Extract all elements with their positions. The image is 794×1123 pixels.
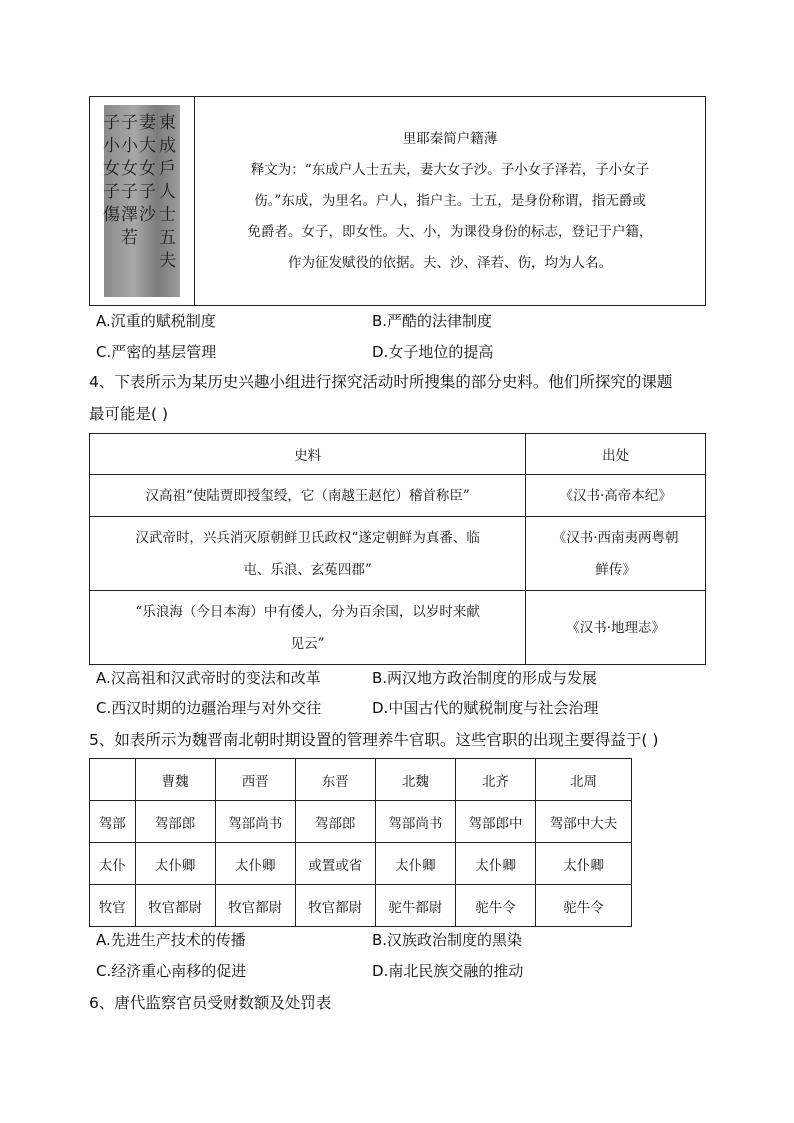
q5-header-dongjin: 东晋 [295,759,375,801]
q5-option-d[interactable]: D.南北民族交融的推动 [372,962,524,980]
q5-cell: 驾部尚书 [215,801,295,843]
q5-cell: 太仆卿 [375,843,455,885]
q5-cell: 太仆卿 [135,843,215,885]
strip-col-3: 子小女子澤若 [117,113,137,251]
strip-line-3: 免爵者。女子，即女性。大、小，为课役身份的标志，登记于户籍， [247,223,653,240]
q4-header-source: 史料 [90,434,526,475]
q3-option-b[interactable]: B.严酷的法律制度 [372,312,493,330]
q5-cell: 驾部 [90,801,136,843]
q4-row-2-source [526,517,706,591]
q3-option-c[interactable]: C.严密的基层管理 [96,343,217,361]
q5-cell: 或置或省 [295,843,375,885]
q4-option-d[interactable]: D.中国古代的赋税制度与社会治理 [372,699,599,717]
q4-option-c[interactable]: C.西汉时期的边疆治理与对外交往 [96,699,322,717]
q4-row-2-source-line-1: 《汉书·西南夷两粤朝 [552,529,679,546]
q5-header-caowei: 曹魏 [135,759,215,801]
q3-source-table [89,96,706,306]
bamboo-strip-image [99,105,180,297]
q4-option-b[interactable]: B.两汉地方政治制度的形成与发展 [372,669,598,687]
q5-official-table [89,758,632,927]
q5-option-a[interactable]: A.先进生产技术的传播 [96,931,246,949]
q4-question-line-2: 最可能是( ) [89,405,169,423]
strip-line-2: 伤。”东成，为里名。户人，指户主。士五，是身份称谓，指无爵或 [254,192,646,209]
q4-question-line-1: 4、下表所示为某历史兴趣小组进行探究活动时所搜集的部分史料。他们所探究的课题 [89,373,673,391]
q4-row-2-text [90,517,526,591]
q5-cell: 太仆 [90,843,136,885]
strip-line-4: 作为征发赋役的依据。夫、沙、泽若、伤，均为人名。 [288,254,612,271]
q5-question: 5、如表所示为魏晋南北朝时期设置的管理养牛官职。这些官职的出现主要得益于( ) [89,731,659,749]
q5-cell: 驼牛令 [455,885,535,927]
q5-header-beizhou: 北周 [536,759,632,801]
q5-cell: 驼牛都尉 [375,885,455,927]
q3-option-d[interactable]: D.女子地位的提高 [372,343,494,361]
q5-header-xijin: 西晋 [215,759,295,801]
strip-col-1: 東成戶人士五夫 [155,113,175,274]
q4-row-2-source-line-2: 鲜传》 [595,561,636,578]
q5-header-beiwei: 北魏 [375,759,455,801]
q4-row-1-source-line-1: 《汉书·高帝本纪》 [559,487,672,504]
q4-row-1-text-line-1: 汉高祖“使陆贾即授玺绶，它（南越王赵佗）稽首称臣” [145,487,470,504]
q5-cell: 牧官都尉 [295,885,375,927]
q4-row-3-text-line-2: 见云” [290,635,325,652]
q4-row-3-source-line-1: 《汉书·地理志》 [566,619,666,636]
strip-line-1: 释文为：“东成户人士五夫，妻大女子沙。子小女子泽若，子小女子 [250,161,650,178]
q6-question: 6、唐代监察官员受财数额及处罚表 [89,994,332,1012]
q5-cell: 太仆卿 [215,843,295,885]
q5-cell: 牧官都尉 [215,885,295,927]
q3-option-a[interactable]: A.沉重的赋税制度 [96,312,216,330]
q4-row-3-text-line-1: “乐浪海（今日本海）中有倭人，分为百余国，以岁时来献 [135,603,480,620]
q4-row-2-text-line-1: 汉武帝时，兴兵消灭原朝鲜卫氏政权“遂定朝鲜为真番、临 [135,529,480,546]
q4-option-a[interactable]: A.汉高祖和汉武帝时的变法和改革 [96,669,321,687]
strip-title: 里耶秦简户籍薄 [402,130,498,147]
strip-col-2: 妻大女子沙 [135,113,155,228]
q4-row-3-text [90,591,526,665]
q4-header-origin: 出处 [526,434,706,475]
q5-cell: 牧官都尉 [135,885,215,927]
q5-cell: 太仆卿 [455,843,535,885]
q5-option-c[interactable]: C.经济重心南移的促进 [96,962,247,980]
q5-cell: 驾部尚书 [375,801,455,843]
q4-row-1-source [526,475,706,517]
q5-cell: 太仆卿 [536,843,632,885]
q5-cell: 驾部中大夫 [536,801,632,843]
q4-row-1-text [90,475,526,517]
strip-col-4: 子小女子傷 [99,113,119,228]
q5-header-beiqi: 北齐 [455,759,535,801]
q4-row-3-source [526,591,706,665]
q4-source-table [89,433,706,665]
q4-row-2-text-line-2: 屯、乐浪、玄菟四郡” [243,561,372,578]
q5-cell: 驾部郎 [135,801,215,843]
q5-cell: 驾部郎 [295,801,375,843]
q5-option-b[interactable]: B.汉族政治制度的黑染 [372,931,523,949]
q5-header-corner [90,759,136,801]
q5-cell: 牧官 [90,885,136,927]
q5-cell: 驼牛令 [536,885,632,927]
bamboo-strip-image-cell [90,97,195,306]
q5-cell: 驾部郎中 [455,801,535,843]
strip-explanation-cell [195,97,706,306]
